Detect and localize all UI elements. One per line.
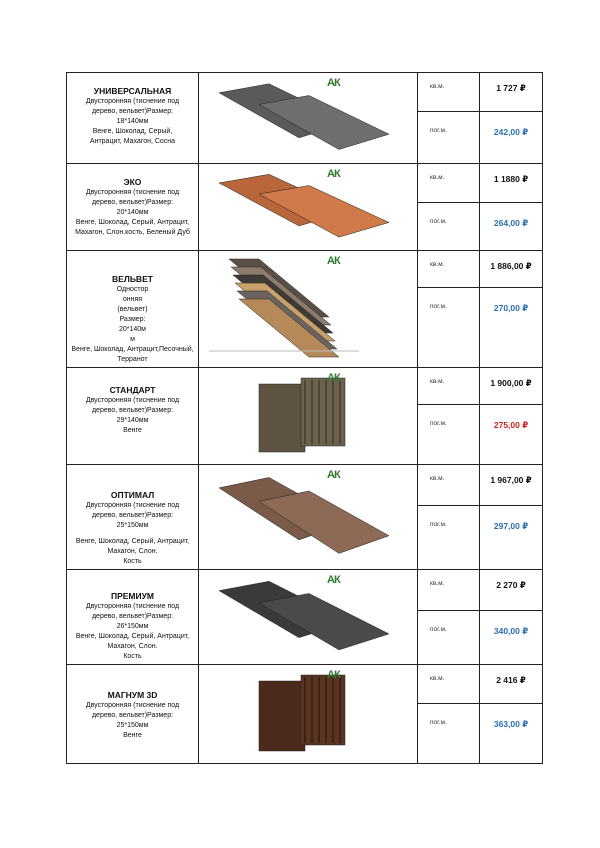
product-image-cell	[199, 465, 418, 570]
product-spec-line: 25*150мм	[116, 522, 149, 529]
unit-cell	[418, 665, 480, 764]
decking-board-image	[199, 164, 418, 250]
product-spec-line: дерево, вельвет)Размер:	[91, 712, 174, 719]
cell-divider	[480, 287, 542, 288]
product-description-cell	[67, 465, 199, 570]
product-spec-line: дерево, вельвет)Размер:	[91, 407, 174, 414]
price-cell	[480, 73, 543, 164]
price-cell	[480, 164, 543, 251]
price-sheet	[66, 72, 542, 764]
product-spec-line: дерево, вельвет)Размер:	[91, 199, 174, 206]
product-name: МАГНУМ 3D	[107, 690, 158, 700]
price-cell	[480, 465, 543, 570]
product-spec-line: 20*140м	[118, 326, 146, 333]
brand-logo: АК	[327, 669, 340, 681]
unit-lm-label: пог.м.	[430, 521, 447, 528]
price-per-sqm: 1 727 ₽	[496, 83, 526, 93]
product-image-cell	[199, 73, 418, 164]
unit-sqm-label: кв.м.	[430, 580, 445, 587]
product-spec-line: дерево, вельвет)Размер:	[91, 512, 174, 519]
cell-divider	[418, 111, 479, 112]
decking-board-image	[199, 665, 418, 763]
product-row	[67, 368, 543, 465]
unit-cell	[418, 164, 480, 251]
brand-logo: АК	[327, 469, 340, 481]
unit-cell	[418, 465, 480, 570]
product-spec-line: Двусторонняя (тиснение под	[85, 397, 180, 404]
product-description-cell	[67, 73, 199, 164]
product-row	[67, 164, 543, 251]
product-spec-line: Двусторонняя (тиснение под	[85, 189, 180, 196]
unit-sqm-label: кв.м.	[430, 83, 445, 90]
price-table-body	[67, 73, 543, 764]
unit-sqm-label: кв.м.	[430, 675, 445, 682]
product-spec-line: 20*140мм	[116, 209, 149, 216]
cell-divider	[418, 703, 479, 704]
product-spec-line: 26*150мм	[116, 623, 149, 630]
unit-sqm-label: кв.м.	[430, 261, 445, 268]
price-per-linear-meter: 264,00 ₽	[493, 218, 529, 228]
product-spec-line: Венге, Шоколад, Серый,	[92, 128, 173, 135]
product-name: СТАНДАРТ	[109, 385, 156, 395]
product-description-cell	[67, 251, 199, 368]
unit-lm-label: пог.м.	[430, 218, 447, 225]
product-spec-line: Кость	[123, 558, 142, 565]
product-spec-line: м	[130, 336, 135, 343]
cell-divider	[418, 610, 479, 611]
cell-divider	[418, 287, 479, 288]
price-per-linear-meter: 275,00 ₽	[493, 420, 529, 430]
price-per-sqm: 1 1880 ₽	[493, 174, 529, 184]
brand-logo: АК	[327, 574, 340, 586]
deck-board-shape	[259, 384, 305, 452]
product-name: УНИВЕРСАЛЬНАЯ	[93, 86, 172, 96]
product-spec-line: Венге, Шоколад, Антрацит,Песочный,	[71, 346, 194, 353]
decking-board-image	[199, 368, 418, 464]
cell-divider	[480, 703, 542, 704]
price-table	[66, 72, 543, 764]
product-spec-line: Венге	[123, 427, 142, 434]
product-spec-line: 18*140мм	[116, 118, 149, 125]
product-spec-line: Махагон, Слон.кость, Беленый Дуб	[75, 229, 190, 236]
product-spec-line: Двусторонняя (тиснение под	[85, 98, 180, 105]
product-row	[67, 570, 543, 665]
unit-lm-label: пог.м.	[430, 719, 447, 726]
cell-divider	[418, 202, 479, 203]
product-spec-line: 29*140мм	[116, 417, 149, 424]
unit-lm-label: пог.м.	[430, 303, 447, 310]
unit-lm-label: пог.м.	[430, 420, 447, 427]
product-spec-line: дерево, вельвет)Размер:	[91, 108, 174, 115]
unit-cell	[418, 251, 480, 368]
product-spec-line: Венге	[123, 732, 142, 739]
unit-cell	[418, 368, 480, 465]
product-image-cell	[199, 251, 418, 368]
product-spec-line: Венге, Шоколад, Серый, Антрацит,	[75, 219, 190, 226]
product-spec-line: Двусторонняя (тиснение под	[85, 603, 180, 610]
price-per-sqm: 1 967,00 ₽	[490, 475, 532, 485]
deck-board-shape	[301, 378, 345, 446]
product-spec-line: Антрацит, Махагон, Сосна	[89, 138, 176, 145]
product-image-cell	[199, 164, 418, 251]
decking-board-image	[199, 73, 418, 163]
product-spec-line: Кость	[123, 653, 142, 660]
unit-lm-label: пог.м.	[430, 127, 447, 134]
product-spec-line: Терранот	[117, 356, 148, 363]
product-spec-line: Махагон, Слон.	[107, 643, 158, 650]
product-row	[67, 251, 543, 368]
brand-logo: АК	[327, 77, 340, 89]
unit-sqm-label: кв.м.	[430, 378, 445, 385]
brand-logo: АК	[327, 372, 340, 384]
product-description-cell	[67, 570, 199, 665]
product-name: ВЕЛЬВЕТ	[112, 274, 153, 284]
product-name: ПРЕМИУМ	[110, 591, 154, 601]
unit-sqm-label: кв.м.	[430, 174, 445, 181]
product-spec-line: онняя	[122, 296, 143, 303]
brand-logo: АК	[327, 168, 340, 180]
unit-cell	[418, 570, 480, 665]
cell-divider	[418, 404, 479, 405]
unit-lm-label: пог.м.	[430, 626, 447, 633]
price-per-linear-meter: 340,00 ₽	[493, 626, 529, 636]
product-spec-line: Двусторонняя (тиснение под	[85, 702, 180, 709]
price-per-linear-meter: 242,00 ₽	[493, 127, 529, 137]
product-row	[67, 73, 543, 164]
deck-board-shape	[301, 675, 345, 745]
price-cell	[480, 368, 543, 465]
product-image-cell	[199, 368, 418, 465]
product-name: ЭКО	[123, 177, 142, 187]
product-description-cell	[67, 368, 199, 465]
cell-divider	[418, 505, 479, 506]
product-image-cell	[199, 570, 418, 665]
product-row	[67, 465, 543, 570]
price-per-linear-meter: 363,00 ₽	[493, 719, 529, 729]
product-spec-line: дерево, вельвет)Размер:	[91, 613, 174, 620]
product-spec-line: Венге, Шоколад, Серый, Антрацит,	[75, 633, 190, 640]
product-spec-line: Одностор	[116, 286, 149, 293]
decking-board-image	[199, 251, 418, 367]
cell-divider	[480, 505, 542, 506]
price-cell	[480, 570, 543, 665]
product-name: ОПТИМАЛ	[110, 490, 155, 500]
price-per-linear-meter: 297,00 ₽	[493, 521, 529, 531]
unit-sqm-label: кв.м.	[430, 475, 445, 482]
product-spec-line: Махагон, Слон.	[107, 548, 158, 555]
price-per-linear-meter: 270,00 ₽	[493, 303, 529, 313]
product-spec-line: (вельвет)	[117, 306, 148, 313]
cell-divider	[480, 111, 542, 112]
price-per-sqm: 1 900,00 ₽	[490, 378, 532, 388]
product-description-cell	[67, 665, 199, 764]
product-spec-line: Двусторонняя (тиснение под	[85, 502, 180, 509]
price-per-sqm: 2 270 ₽	[496, 580, 526, 590]
price-cell	[480, 251, 543, 368]
product-image-cell	[199, 665, 418, 764]
product-description-cell	[67, 164, 199, 251]
decking-board-image	[199, 465, 418, 569]
cell-divider	[480, 202, 542, 203]
cell-divider	[480, 404, 542, 405]
brand-logo: АК	[327, 255, 340, 267]
product-row	[67, 665, 543, 764]
price-per-sqm: 2 416 ₽	[496, 675, 526, 685]
unit-cell	[418, 73, 480, 164]
price-cell	[480, 665, 543, 764]
cell-divider	[480, 610, 542, 611]
product-spec-line: 25*150мм	[116, 722, 149, 729]
price-per-sqm: 1 886,00 ₽	[490, 261, 532, 271]
deck-board-shape	[259, 681, 305, 751]
decking-board-image	[199, 570, 418, 664]
product-spec-line: Венге, Шоколад, Серый, Антрацит,	[75, 538, 190, 545]
product-spec-line: Размер:	[119, 316, 146, 323]
